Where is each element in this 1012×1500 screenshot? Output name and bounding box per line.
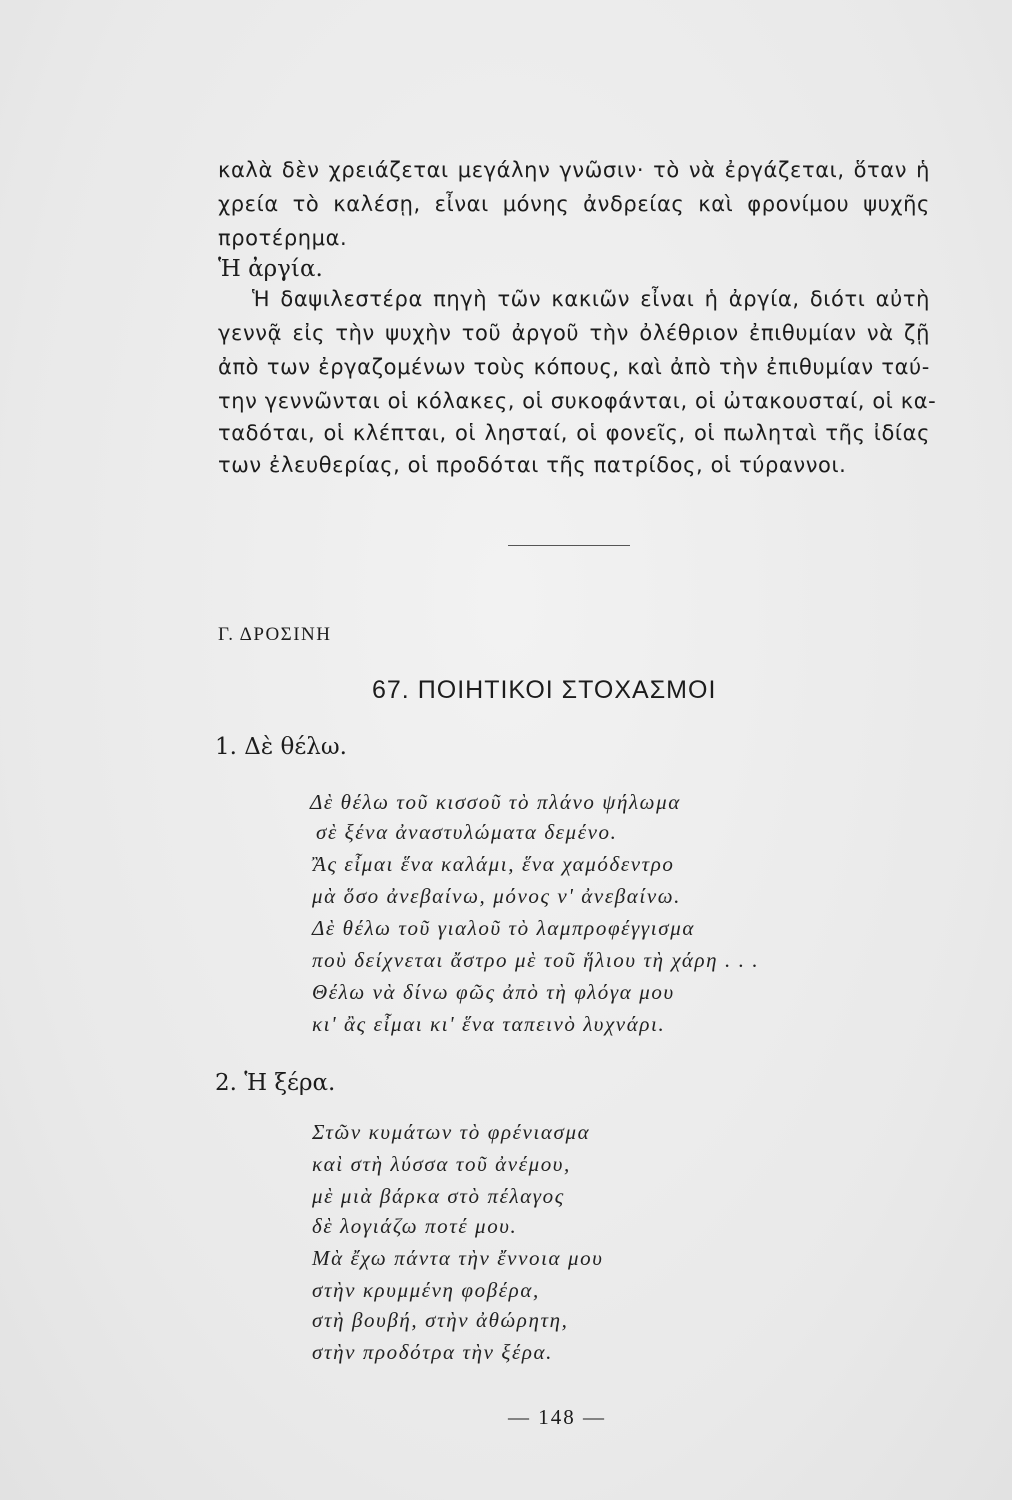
- poem-heading: 1. Δὲ θέλω.: [215, 734, 347, 760]
- verse-line: κι' ἂς εἶμαι κι' ἕνα ταπεινὸ λυχνάρι.: [312, 1012, 666, 1036]
- prose-line: γεννᾷ εἰς τὴν ψυχὴν τοῦ ἀργοῦ τὴν ὀλέθριον ἐπιθυμίαν νὰ ζῇ: [218, 321, 930, 345]
- prose-line: ταδόται, οἱ κλέπται, οἱ λησταί, οἱ φονεῖς, οἱ πωληταὶ τῆς ἰδίας: [218, 421, 930, 445]
- prose-line: χρεία τὸ καλέσῃ, εἶναι μόνης ἀνδρείας καὶ φρονίμου ψυχῆς: [218, 192, 930, 216]
- section-heading: Ἡ ἀργία.: [218, 256, 323, 282]
- chapter-title: 67. ΠΟΙΗΤΙΚΟΙ ΣΤΟΧΑΣΜΟΙ: [372, 676, 717, 704]
- verse-line: στὴν κρυμμένη φοβέρα,: [312, 1278, 540, 1302]
- verse-line: Μὰ ἔχω πάντα τὴν ἔννοια μου: [312, 1246, 604, 1270]
- prose-line: των ἐλευθερίας, οἱ προδόται τῆς πατρίδος, οἱ τύραννοι.: [218, 453, 847, 477]
- author-name: Γ. ΔΡΟΣΙΝΗ: [218, 624, 332, 645]
- verse-line: Δὲ θέλω τοῦ κισσοῦ τὸ πλάνο ψήλωμα: [310, 790, 681, 814]
- verse-line: Ἂς εἶμαι ἕνα καλάμι, ἕνα χαμόδεντρο: [312, 852, 675, 876]
- verse-line: Θέλω νὰ δίνω φῶς ἀπὸ τὴ φλόγα μου: [312, 980, 675, 1004]
- verse-line: καὶ στὴ λύσσα τοῦ ἀνέμου,: [312, 1152, 571, 1176]
- prose-line: καλὰ δὲν χρειάζεται μεγάλην γνῶσιν· τὸ νὰ ἐργάζεται, ὅταν ἡ: [218, 158, 930, 182]
- section-divider: [508, 545, 630, 546]
- verse-line: δὲ λογιάζω ποτέ μου.: [312, 1214, 518, 1238]
- verse-line: Δὲ θέλω τοῦ γιαλοῦ τὸ λαμπροφέγγισμα: [312, 916, 695, 940]
- prose-line: προτέρημα.: [218, 226, 348, 250]
- verse-line: μὲ μιὰ βάρκα στὸ πέλαγος: [312, 1184, 565, 1208]
- verse-line: σὲ ξένα ἀναστυλώματα δεμένο.: [316, 820, 618, 844]
- verse-line: στὴ βουβή, στὴν ἀθώρητη,: [312, 1308, 569, 1332]
- verse-line: στὴν προδότρα τὴν ξέρα.: [312, 1340, 554, 1364]
- prose-line: ἀπὸ των ἐργαζομένων τοὺς κόπους, καὶ ἀπὸ τὴν ἐπιθυμίαν ταύ-: [218, 355, 930, 379]
- poem-heading: 2. Ἡ ξέρα.: [215, 1070, 336, 1096]
- verse-line: Στῶν κυμάτων τὸ φρένιασμα: [312, 1120, 591, 1144]
- page-number: — 148 —: [508, 1405, 606, 1429]
- verse-line: ποὺ δείχνεται ἄστρο μὲ τοῦ ἥλιου τὴ χάρη . . .: [312, 948, 760, 972]
- prose-line: την γεννῶνται οἱ κόλακες, οἱ συκοφάνται, οἱ ὠτακουσταί, οἱ κα-: [218, 389, 937, 413]
- prose-line: Ἡ δαψιλεστέρα πηγὴ τῶν κακιῶν εἶναι ἡ ἀργία, διότι αὐτὴ: [252, 287, 930, 311]
- verse-line: μὰ ὅσο ἀνεβαίνω, μόνος ν' ἀνεβαίνω.: [312, 884, 682, 908]
